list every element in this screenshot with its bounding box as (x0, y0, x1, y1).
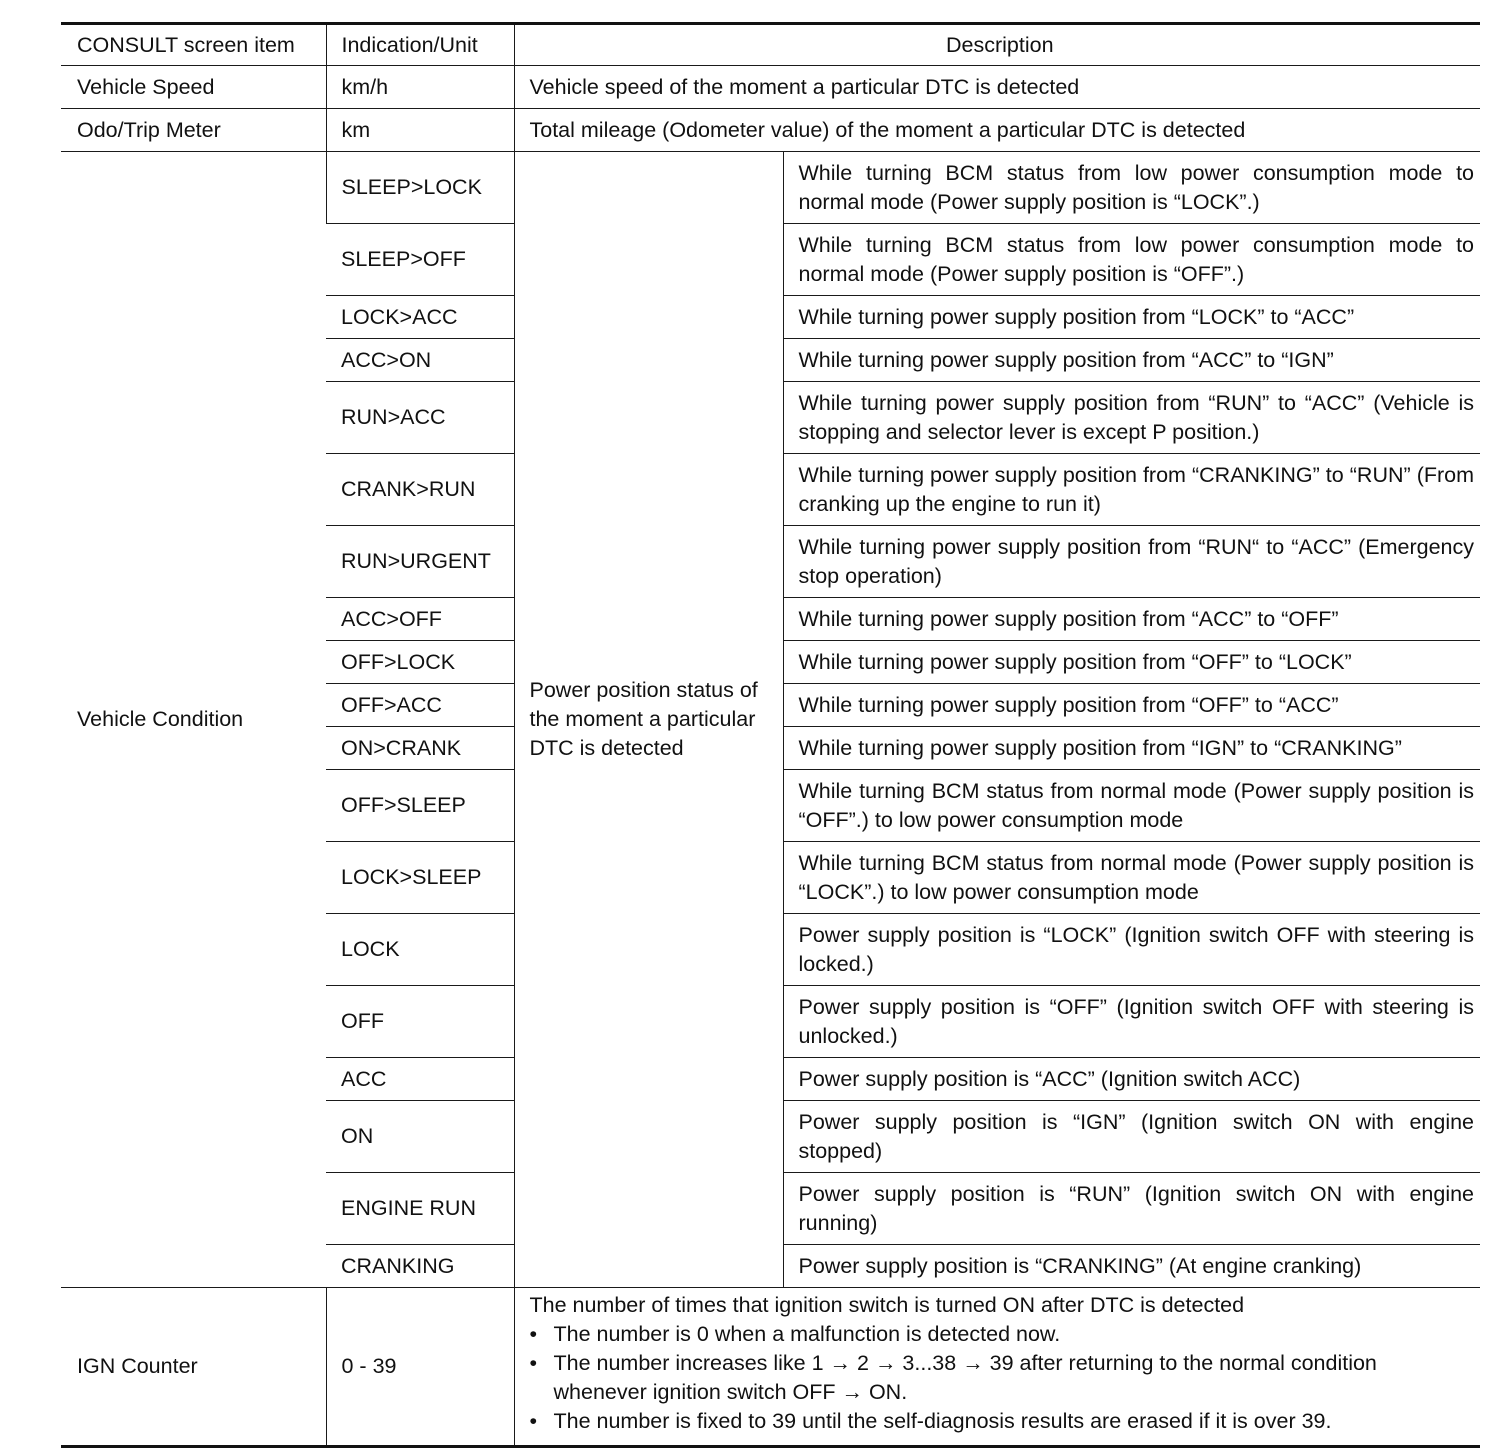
bullet-text: The number increases like 1 → 2 → 3...38 → 39 after returning to the normal condition whenever ignition switch OFF → ON. (553, 1351, 1377, 1404)
unit-cell: ACC>OFF (326, 598, 514, 641)
header-consult-screen-item: CONSULT screen item (61, 24, 326, 66)
unit-cell: km (326, 109, 514, 152)
description-cell: While turning power supply position from “LOCK” to “ACC” (783, 296, 1480, 339)
list-item (530, 1407, 1473, 1436)
description-cell: Power supply position is “ACC” (Ignition switch ACC) (783, 1058, 1480, 1101)
list-item (530, 1349, 1473, 1407)
ign-counter-intro: The number of times that ignition switch is turned ON after DTC is detected (529, 1293, 1245, 1317)
description-cell: Vehicle speed of the moment a particular DTC is detected (514, 66, 1480, 109)
unit-cell: RUN>URGENT (326, 526, 514, 598)
ign-counter-item-cell: IGN Counter (61, 1288, 326, 1447)
unit-cell: km/h (326, 66, 514, 109)
description-cell: Power supply position is “LOCK” (Ignition switch OFF with steering is locked.) (783, 914, 1480, 986)
unit-cell: ON>CRANK (326, 727, 514, 770)
ign-counter-row (61, 1288, 1480, 1447)
unit-cell: LOCK>SLEEP (326, 842, 514, 914)
description-cell: While turning power supply position from “IGN” to “CRANKING” (783, 727, 1480, 770)
description-cell: While turning BCM status from low power consumption mode to normal mode (Power supply position is “OFF”.) (783, 224, 1480, 296)
vehicle-condition-summary-cell: Power position status of the moment a particular DTC is detected (514, 152, 783, 1288)
item-cell: Vehicle Speed (61, 66, 326, 109)
unit-cell: ENGINE RUN (326, 1173, 514, 1245)
description-cell: While turning BCM status from normal mode (Power supply position is “LOCK”.) to low power consumption mode (783, 842, 1480, 914)
bullet-icon: • (529, 1409, 538, 1433)
ign-counter-unit-cell: 0 - 39 (326, 1288, 514, 1447)
description-cell: While turning power supply position from “RUN” to “ACC” (Vehicle is stopping and selector lever is except P position.) (783, 382, 1480, 454)
table-row (61, 66, 1480, 109)
description-cell: While turning power supply position from “OFF” to “LOCK” (783, 641, 1480, 684)
item-cell: Odo/Trip Meter (61, 109, 326, 152)
vehicle-condition-item-cell: Vehicle Condition (61, 152, 326, 1288)
header-row (61, 24, 1480, 66)
description-cell: Power supply position is “RUN” (Ignition switch ON with engine running) (783, 1173, 1480, 1245)
unit-cell: ACC (326, 1058, 514, 1101)
description-cell: Power supply position is “CRANKING” (At engine cranking) (783, 1245, 1480, 1288)
table-row (61, 109, 1480, 152)
header-indication-unit: Indication/Unit (326, 24, 514, 66)
description-cell: While turning power supply position from “ACC” to “IGN” (783, 339, 1480, 382)
bullet-icon: • (529, 1351, 538, 1375)
table-row (61, 152, 1480, 224)
unit-cell: RUN>ACC (326, 382, 514, 454)
description-cell: While turning power supply position from “CRANKING” to “RUN” (From cranking up the engine to run it) (783, 454, 1480, 526)
table (61, 22, 1480, 1448)
unit-cell: ON (326, 1101, 514, 1173)
unit-cell: OFF>SLEEP (326, 770, 514, 842)
header-description: Description (514, 24, 1480, 66)
unit-cell: LOCK (326, 914, 514, 986)
bullet-text: The number is 0 when a malfunction is detected now. (553, 1322, 1061, 1346)
unit-cell: SLEEP>LOCK (326, 152, 514, 224)
bullet-icon: • (529, 1322, 538, 1346)
unit-cell: LOCK>ACC (326, 296, 514, 339)
ign-counter-description-cell (514, 1288, 1480, 1447)
description-cell: Power supply position is “OFF” (Ignition switch OFF with steering is unlocked.) (783, 986, 1480, 1058)
unit-cell: CRANK>RUN (326, 454, 514, 526)
unit-cell: ACC>ON (326, 339, 514, 382)
description-cell: While turning power supply position from “RUN“ to “ACC” (Emergency stop operation) (783, 526, 1480, 598)
description-cell: Power supply position is “IGN” (Ignition switch ON with engine stopped) (783, 1101, 1480, 1173)
unit-cell: OFF>LOCK (326, 641, 514, 684)
description-cell: While turning power supply position from “OFF” to “ACC” (783, 684, 1480, 727)
consult-data-table (61, 22, 1480, 1448)
description-cell: Total mileage (Odometer value) of the moment a particular DTC is detected (514, 109, 1480, 152)
unit-cell: OFF>ACC (326, 684, 514, 727)
unit-cell: OFF (326, 986, 514, 1058)
bullet-text: The number is fixed to 39 until the self-diagnosis results are erased if it is over 39. (553, 1409, 1332, 1433)
unit-cell: SLEEP>OFF (326, 224, 514, 296)
description-cell: While turning BCM status from normal mode (Power supply position is “OFF”.) to low power consumption mode (783, 770, 1480, 842)
list-item (530, 1320, 1473, 1349)
description-cell: While turning power supply position from “ACC” to “OFF” (783, 598, 1480, 641)
unit-cell: CRANKING (326, 1245, 514, 1288)
description-cell: While turning BCM status from low power consumption mode to normal mode (Power supply position is “LOCK”.) (783, 152, 1480, 224)
